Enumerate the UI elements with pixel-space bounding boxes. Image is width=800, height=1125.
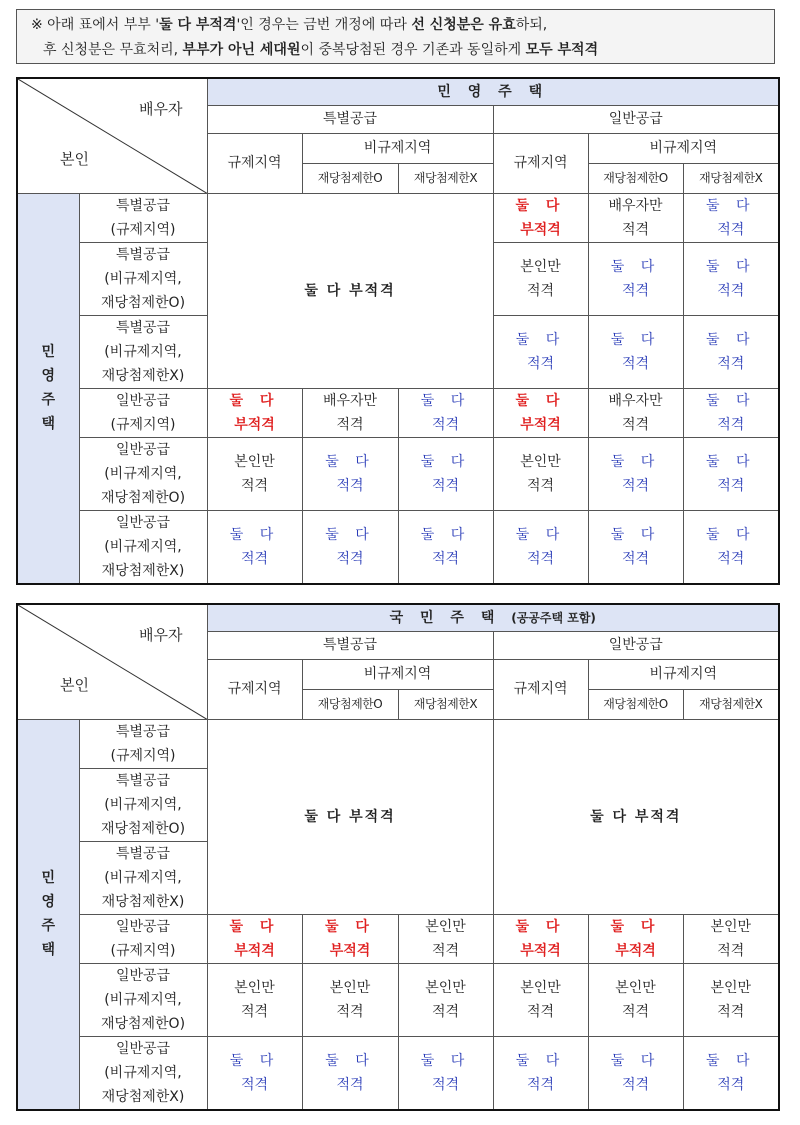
merged-result-cell: 둘 다 부적격 [493,719,779,914]
header-regulated: 규제지역 [493,659,588,719]
result-cell: 둘 다 적격 [683,437,779,510]
header-rewin-x: 재당첨제한X [683,163,779,193]
result-cell: 둘 다 적격 [207,1036,302,1110]
header-nonregulated: 비규제지역 [302,659,493,689]
row-label: 일반공급 (비규제지역, 재당첨제한O) [79,437,207,510]
row-label: 특별공급 (비규제지역, 재당첨제한X) [79,841,207,914]
result-cell: 둘 다 적격 [683,315,779,388]
row-label: 일반공급 (비규제지역, 재당첨제한X) [79,510,207,584]
header-regulated: 규제지역 [493,133,588,193]
table-row [17,510,779,584]
row-label: 일반공급 (비규제지역, 재당첨제한O) [79,963,207,1036]
row-label: 특별공급 (비규제지역, 재당첨제한X) [79,315,207,388]
result-cell: 둘 다 적격 [683,388,779,437]
row-label: 특별공급 (규제지역) [79,719,207,768]
result-cell: 배우자만 적격 [302,388,398,437]
result-cell: 본인만 적격 [683,914,779,963]
merged-result-cell: 둘 다 부적격 [207,719,493,914]
table-row [17,193,779,242]
result-cell: 본인만 적격 [588,963,683,1036]
header-nonregulated: 비규제지역 [588,659,779,689]
table-row [17,914,779,963]
header-general-supply: 일반공급 [493,105,779,133]
table-title: 국 민 주 택 (공공주택 포함) [207,604,779,631]
row-label: 특별공급 (비규제지역, 재당첨제한O) [79,242,207,315]
header-rewin-x: 재당첨제한X [398,689,493,719]
result-cell: 둘 다 적격 [493,1036,588,1110]
result-cell: 둘 다 적격 [683,1036,779,1110]
result-cell: 둘 다 적격 [588,242,683,315]
result-cell: 둘 다 부적격 [207,914,302,963]
notice-text: 하되, [515,17,548,33]
header-general-supply: 일반공급 [493,631,779,659]
header-nonregulated: 비규제지역 [302,133,493,163]
notice-emphasis: 선 신청분은 유효 [411,17,516,33]
result-cell: 둘 다 부적격 [588,914,683,963]
result-cell: 둘 다 부적격 [207,388,302,437]
result-cell: 둘 다 적격 [398,437,493,510]
result-cell: 본인만 적격 [398,963,493,1036]
notice-emphasis: 부부가 아닌 세대원 [182,42,301,58]
notice-emphasis: 모두 부적격 [525,42,599,58]
row-label: 일반공급 (규제지역) [79,914,207,963]
result-cell: 둘 다 적격 [588,315,683,388]
header-rewin-o: 재당첨제한O [302,689,398,719]
result-cell: 배우자만 적격 [588,388,683,437]
side-label-private-housing: 민 영 주 택 [17,719,79,1110]
result-cell: 둘 다 적격 [683,510,779,584]
notice-emphasis: 둘 다 부적격 [159,17,237,33]
table-row [17,1036,779,1110]
result-cell: 둘 다 적격 [588,1036,683,1110]
table-row [17,719,779,768]
result-cell: 둘 다 적격 [398,1036,493,1110]
header-nonregulated: 비규제지역 [588,133,779,163]
result-cell: 둘 다 적격 [493,315,588,388]
result-cell: 본인만 적격 [207,963,302,1036]
result-cell: 둘 다 적격 [398,388,493,437]
merged-result-cell: 둘 다 부적격 [207,193,493,388]
result-cell: 둘 다 적격 [493,510,588,584]
result-cell: 둘 다 적격 [683,193,779,242]
header-regulated: 규제지역 [207,659,302,719]
corner-header [17,78,207,193]
result-cell: 둘 다 부적격 [493,914,588,963]
row-label: 특별공급 (규제지역) [79,193,207,242]
notice-text: ※ 아래 표에서 부부 ' [31,17,160,33]
notice-line-2 [31,38,774,63]
header-special-supply: 특별공급 [207,105,493,133]
result-cell: 본인만 적격 [207,437,302,510]
result-cell: 둘 다 적격 [302,437,398,510]
result-cell: 둘 다 적격 [683,242,779,315]
result-cell: 본인만 적격 [398,914,493,963]
result-cell: 둘 다 부적격 [493,388,588,437]
header-rewin-x: 재당첨제한X [398,163,493,193]
notice-text: '인 경우는 금번 개정에 따라 [236,17,412,33]
result-cell: 본인만 적격 [493,242,588,315]
result-cell: 둘 다 적격 [588,510,683,584]
result-cell: 둘 다 적격 [302,510,398,584]
table-row [17,437,779,510]
corner-header [17,604,207,719]
result-cell: 본인만 적격 [493,437,588,510]
result-cell: 둘 다 적격 [302,1036,398,1110]
table-row [17,963,779,1036]
header-special-supply: 특별공급 [207,631,493,659]
result-cell: 본인만 적격 [302,963,398,1036]
header-rewin-o: 재당첨제한O [588,689,683,719]
result-cell: 둘 다 부적격 [493,193,588,242]
result-cell: 둘 다 적격 [207,510,302,584]
row-label: 특별공급 (비규제지역, 재당첨제한O) [79,768,207,841]
result-cell: 본인만 적격 [493,963,588,1036]
result-cell: 둘 다 부적격 [302,914,398,963]
header-rewin-x: 재당첨제한X [683,689,779,719]
notice-line-1 [31,13,774,38]
result-cell: 둘 다 적격 [588,437,683,510]
notice-text: 이 중복당첨된 경우 기존과 동일하게 [300,42,526,58]
private-housing-table [16,77,780,585]
result-cell: 둘 다 적격 [398,510,493,584]
spouse-label: 배우자 [139,100,183,118]
header-regulated: 규제지역 [207,133,302,193]
table-title: 민 영 주 택 [207,78,779,105]
header-rewin-o: 재당첨제한O [588,163,683,193]
result-cell: 배우자만 적격 [588,193,683,242]
spouse-label: 배우자 [139,626,183,644]
notice-box [16,9,775,64]
notice-text: 후 신청분은 무효처리, [43,42,183,58]
header-rewin-o: 재당첨제한O [302,163,398,193]
table-row [17,388,779,437]
result-cell: 본인만 적격 [683,963,779,1036]
row-label: 일반공급 (비규제지역, 재당첨제한X) [79,1036,207,1110]
row-label: 일반공급 (규제지역) [79,388,207,437]
side-label-private-housing: 민 영 주 택 [17,193,79,584]
self-label: 본인 [60,675,89,694]
national-housing-table [16,603,780,1111]
self-label: 본인 [60,149,89,168]
